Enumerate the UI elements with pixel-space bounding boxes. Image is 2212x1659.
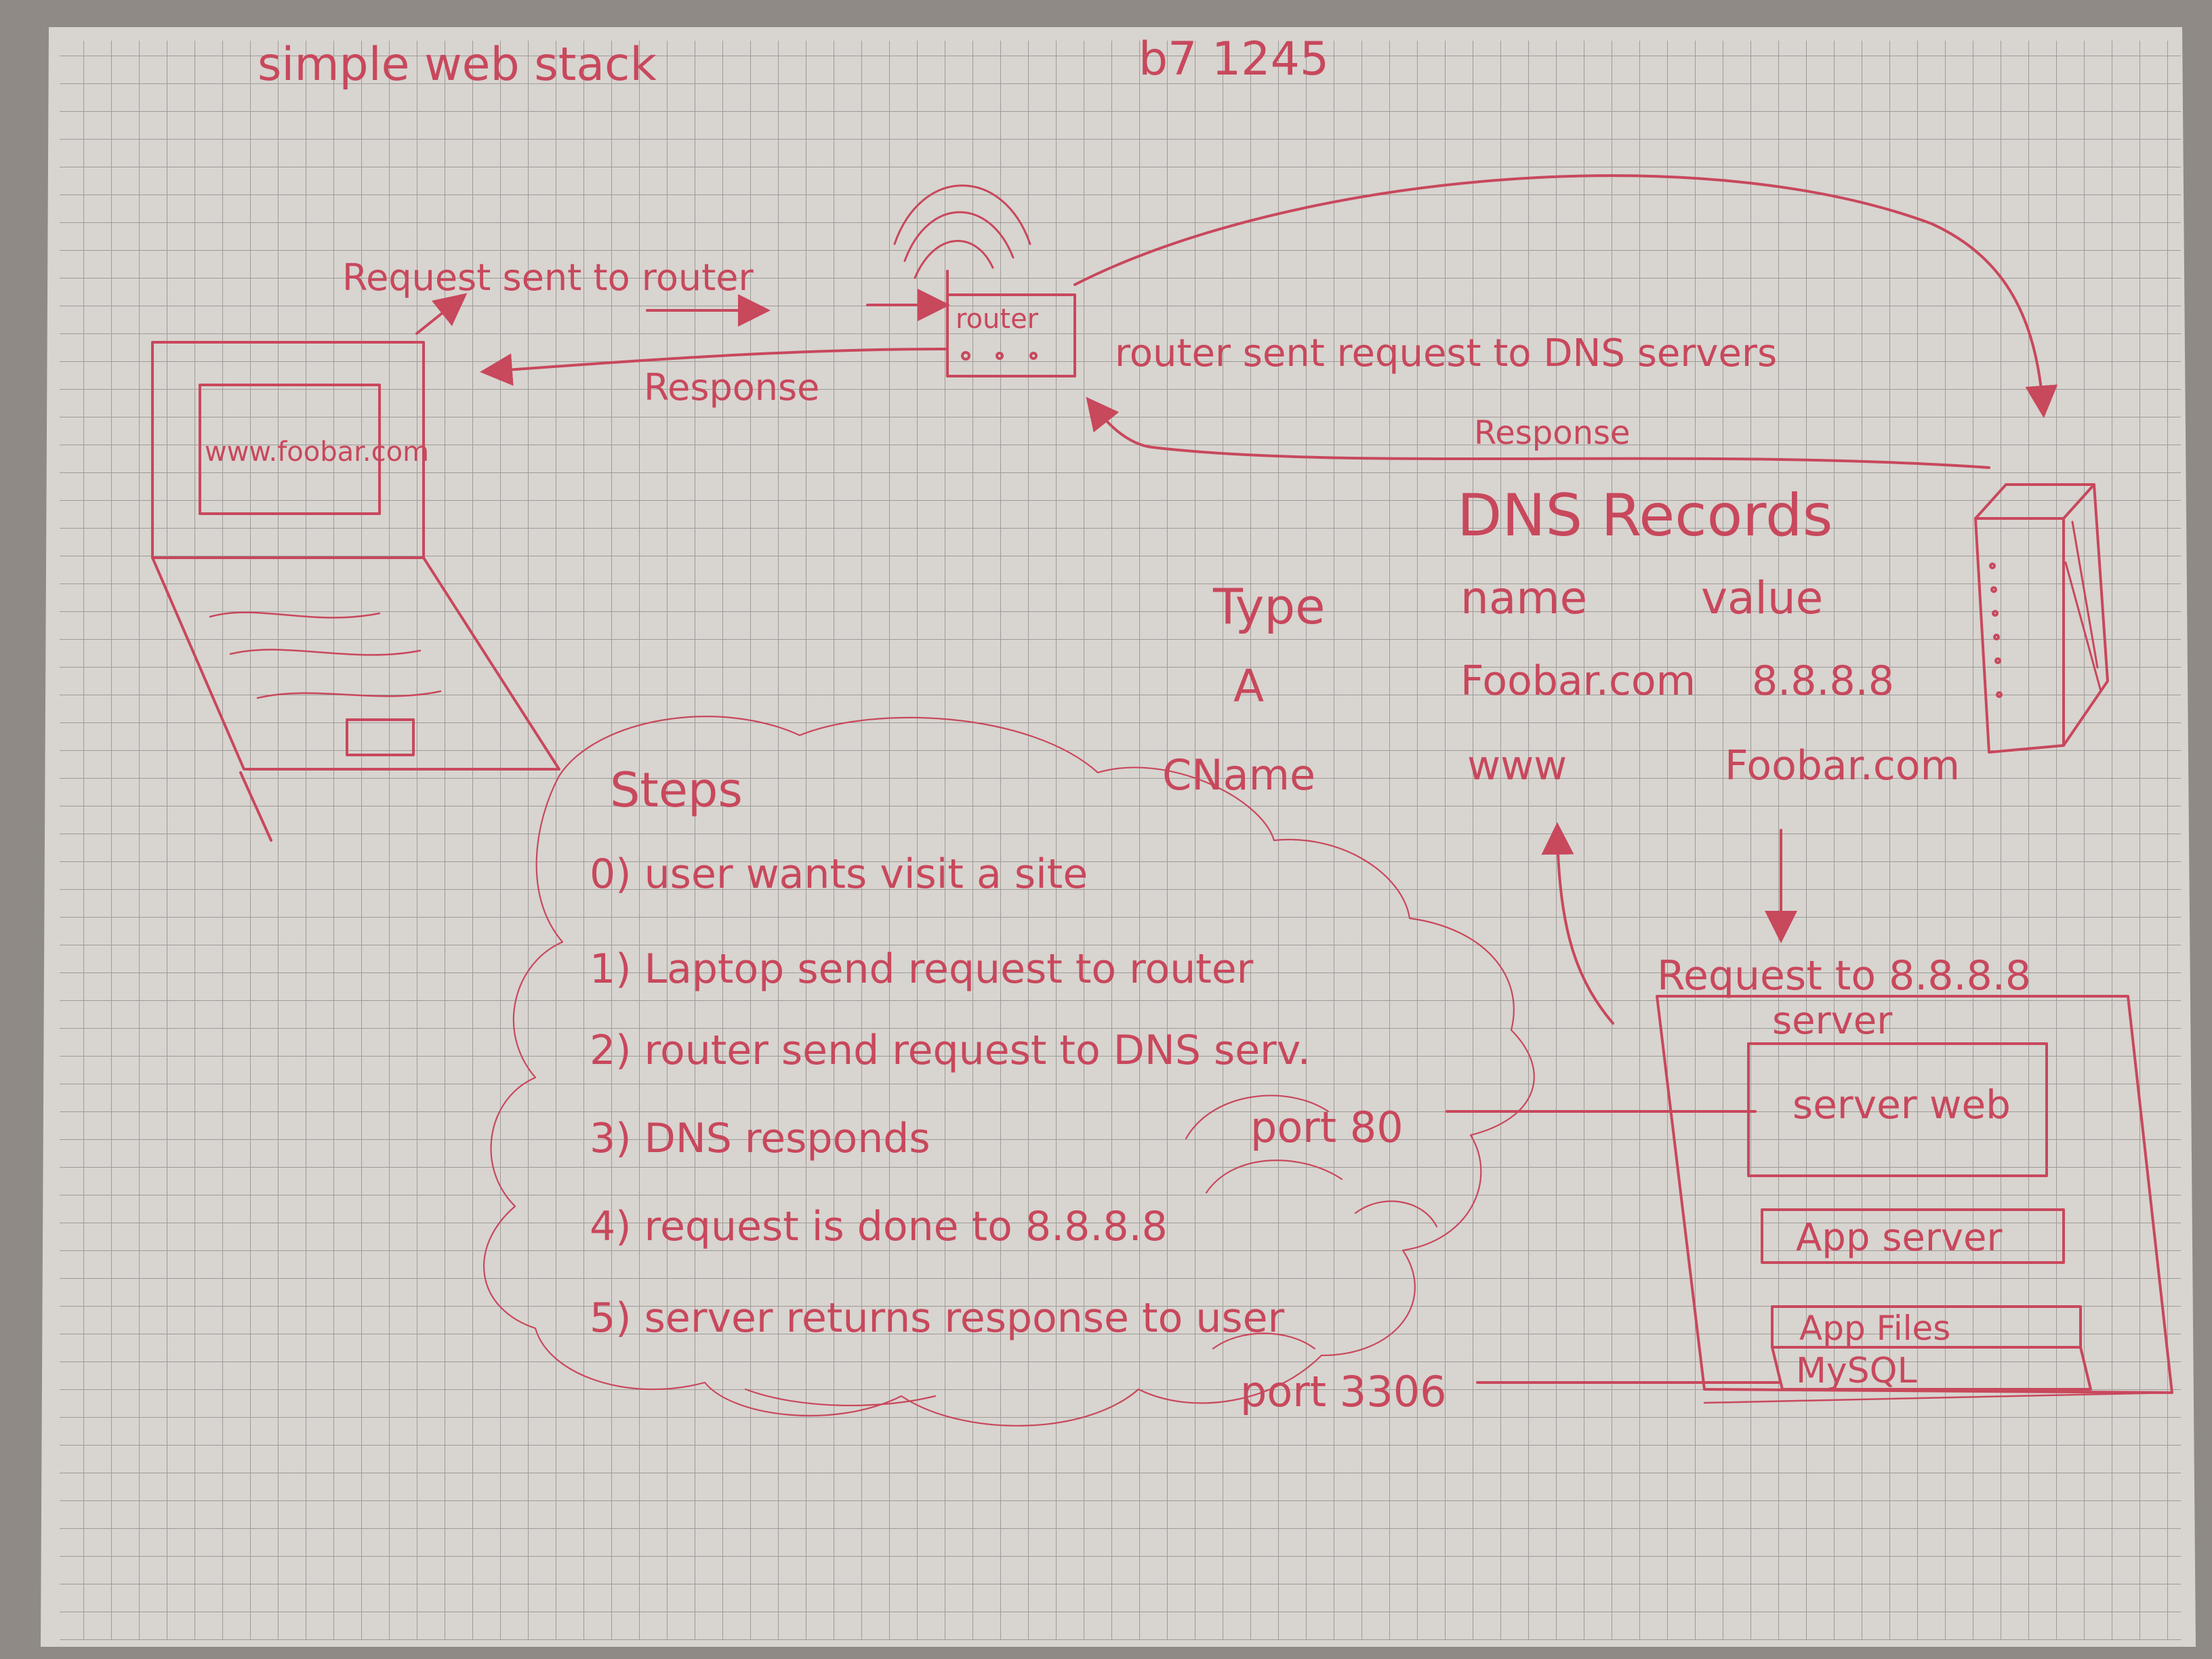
label-router-to-dns: router sent request to DNS servers bbox=[1115, 331, 1778, 375]
dns-row-1-name: www bbox=[1467, 742, 1568, 790]
port-web-label: port 80 bbox=[1250, 1103, 1404, 1152]
step-0: 0) user wants visit a site bbox=[590, 851, 1088, 898]
dns-header-type: Type bbox=[1213, 578, 1326, 635]
server-mysql: MySQL bbox=[1796, 1351, 1917, 1391]
dns-row-0-value: 8.8.8.8 bbox=[1752, 657, 1894, 705]
step-3: 3) DNS responds bbox=[590, 1115, 930, 1162]
dns-header-name: name bbox=[1460, 572, 1588, 624]
step-4: 4) request is done to 8.8.8.8 bbox=[590, 1203, 1168, 1250]
page-title: simple web stack bbox=[258, 38, 657, 91]
page-date: b7 1245 bbox=[1139, 33, 1330, 86]
server-title: server bbox=[1772, 999, 1893, 1043]
router-label: router bbox=[956, 304, 1039, 335]
laptop-url: www.foobar.com bbox=[205, 436, 430, 468]
dns-row-1-value: Foobar.com bbox=[1725, 742, 1961, 790]
port-db-label: port 3306 bbox=[1240, 1367, 1447, 1416]
label-response-dns: Response bbox=[1474, 414, 1631, 452]
server-request-label: Request to 8.8.8.8 bbox=[1657, 952, 2032, 1000]
step-1: 1) Laptop send request to router bbox=[590, 945, 1254, 993]
step-2: 2) router send request to DNS serv. bbox=[590, 1027, 1311, 1074]
server-web: server web bbox=[1793, 1082, 2011, 1128]
server-app-files: App Files bbox=[1799, 1309, 1951, 1348]
dns-row-0-name: Foobar.com bbox=[1460, 657, 1696, 705]
dns-header-value: value bbox=[1701, 572, 1824, 624]
dns-title: DNS Records bbox=[1457, 482, 1833, 550]
label-request-to-router: Request sent to router bbox=[342, 256, 754, 299]
dns-row-0-type: A bbox=[1233, 660, 1265, 712]
server-app: App server bbox=[1796, 1216, 2003, 1260]
label-response-laptop: Response bbox=[644, 366, 820, 409]
step-5: 5) server returns response to user bbox=[590, 1294, 1285, 1342]
dns-row-1-type: CName bbox=[1162, 750, 1316, 800]
steps-title: Steps bbox=[610, 762, 743, 818]
